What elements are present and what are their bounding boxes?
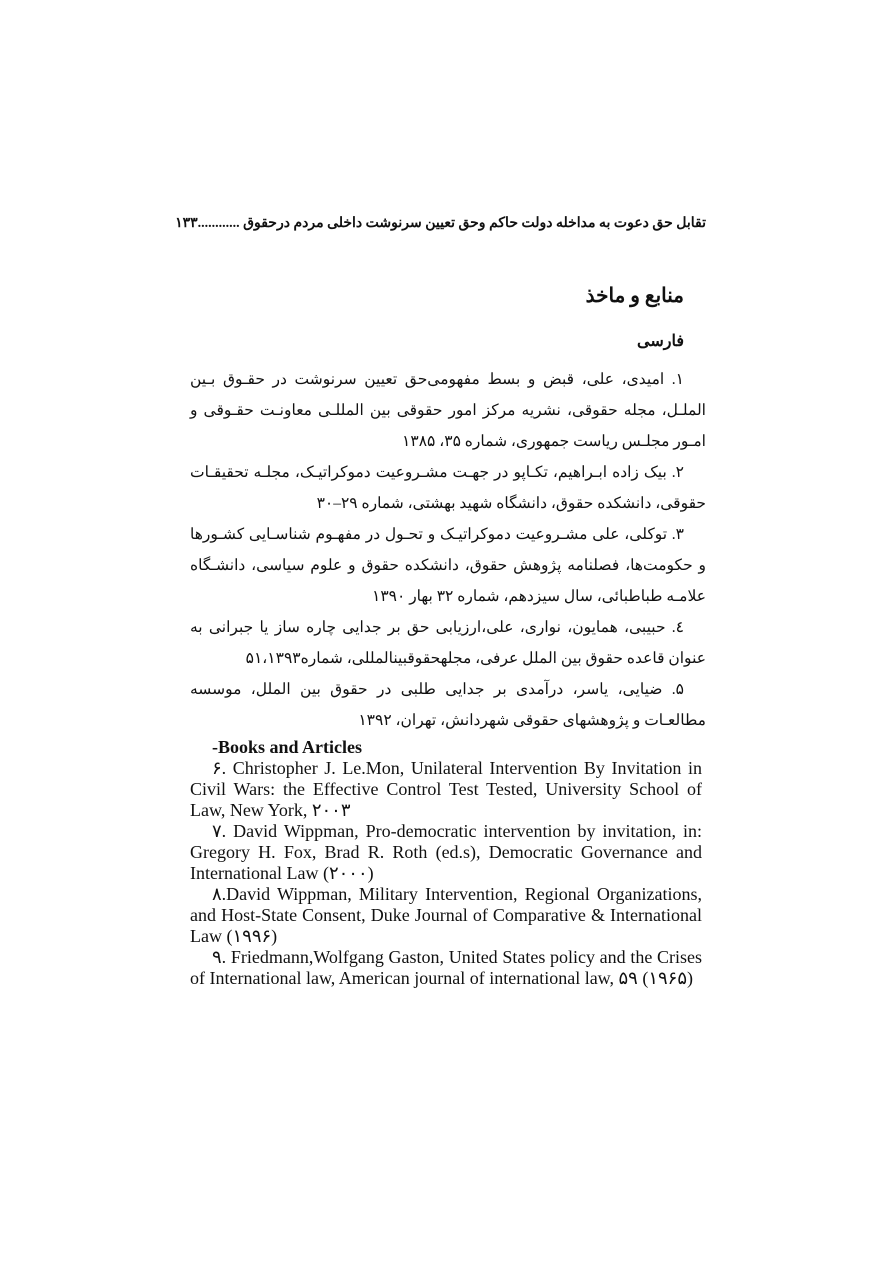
reference-item: ٤. حبیبی، همایون، نواری، علی،ارزیابی حق بر جدایی چاره ساز یا جبرانی به عنوان قاعده حقوق بین الملل عرفی، مجلهحقوقبینالمللی، شماره۵۱،۱۳۹۳: [190, 619, 706, 667]
reference-item: ۶. Christopher J. Le.Mon, Unilateral Intervention By Invitation in Civil Wars: the Effective Control Test Tested, University School of Law, New York, ۲۰۰۳: [190, 758, 702, 820]
reference-item: ۵. ضیایی، یاسر، درآمدی بر جدایی طلبی در حقوق بین الملل، موسسه مطالعـات و پژوهشهای حقوقی شهردانش، تهران، ۱۳۹۲: [190, 681, 706, 729]
running-header: تقابل حق دعوت به مداخله دولت حاکم وحق تعیین سرنوشت داخلی مردم درحقوق ............۱۳۳: [175, 216, 706, 231]
persian-references-list: [190, 364, 706, 736]
reference-item: ۹. Friedmann,Wolfgang Gaston, United States policy and the Crises of International law, American journal of international law, ۵۹ (۱۹۶۵): [190, 947, 702, 988]
reference-item: ۱. امیدی، علی، قبض و بسط مفهومی‌حق تعیین سرنوشت در حقـوق بـین الملـل، مجله حقوقی، نشریه مرکز امور حقوقی بین المللـی معاونـت حقـوقی و امـور مجلـس ریاست جمهوری، شماره ۳۵، ۱۳۸۵: [190, 371, 706, 450]
english-references-heading: -Books and Articles: [212, 737, 363, 757]
reference-item: ۳. توکلی، علی مشـروعیت دموکراتیـک و تحـول در مفهـوم شناسـایی کشـورها و حکومت‌ها، فصلنامه پژوهش حقوق، دانشکده حقوق و علوم سیاسی، دانشـگاه علامـه طباطبائی، سال سیزدهم، شماره ۳۲ بهار ۱۳۹۰: [190, 526, 706, 605]
persian-references-heading: فارسی: [637, 333, 684, 350]
section-title: منابع و ماخذ: [585, 285, 684, 307]
english-references-list: [190, 736, 702, 989]
reference-item: ۷. David Wippman, Pro-democratic intervention by invitation, in: Gregory H. Fox, Brad R. Roth (ed.s), Democratic Governance and International Law (۲۰۰۰): [190, 821, 702, 883]
reference-item: ۸.David Wippman, Military Intervention, Regional Organizations, and Host-State Consent, Duke Journal of Comparative & International Law (۱۹۹۶): [190, 884, 702, 946]
reference-item: ۲. بیک زاده ابـراهیم، تکـاپو در جهـت مشـروعیت دموکراتیـک، مجلـه تحقیقـات حقوقی، دانشکده حقوق، دانشگاه شهید بهشتی، شماره ۲۹–۳۰: [190, 464, 706, 512]
